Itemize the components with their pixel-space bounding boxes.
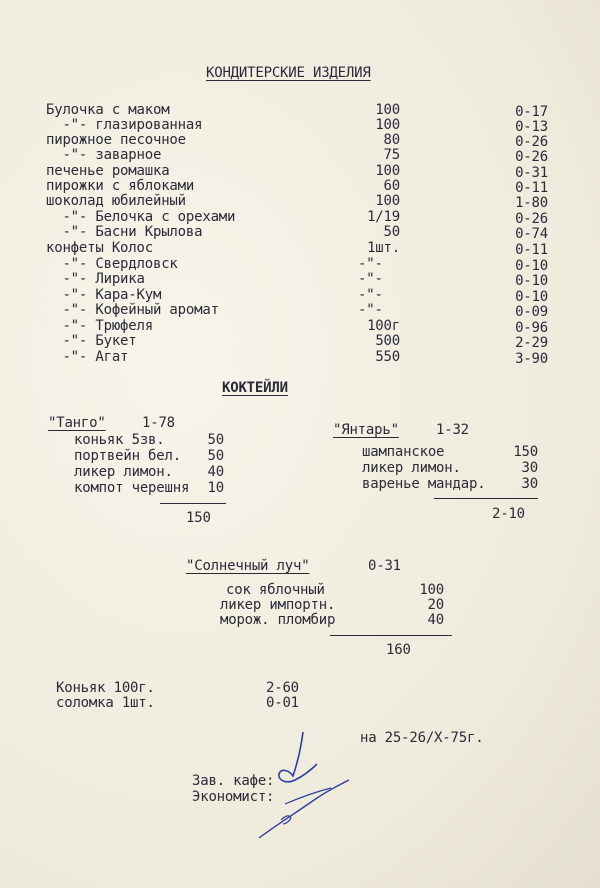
item-name: -"- Агат	[46, 349, 129, 365]
extra-name: Коньяк 100г.	[56, 680, 155, 696]
ingredient-name: портвейн бел.	[74, 448, 181, 464]
ingredient-qty: 30	[521, 460, 538, 476]
ingredient-qty: 50	[207, 448, 224, 464]
cocktail-total: 150	[186, 510, 211, 526]
cocktail-price: 1-78	[142, 415, 175, 431]
extra-price: 2-60	[266, 680, 299, 696]
item-price: 0-13	[515, 119, 548, 135]
cocktail-title: "Янтарь"	[333, 422, 399, 438]
item-price: 2-29	[515, 335, 548, 351]
ingredient-name: шампанское	[362, 444, 445, 460]
item-name: конфеты Колос	[46, 240, 153, 256]
item-qty: 50	[383, 224, 400, 240]
economist-label: Экономист:	[192, 789, 275, 805]
cocktail-price: 0-31	[368, 558, 401, 574]
ingredient-qty: 150	[513, 444, 538, 460]
item-price: 0-10	[515, 258, 548, 274]
item-price: 3-90	[515, 351, 548, 367]
item-name: -"- Трюфеля	[46, 318, 153, 334]
section-title-confectionery: КОНДИТЕРСКИЕ ИЗДЕЛИЯ	[206, 65, 371, 81]
ingredient-qty: 40	[207, 464, 224, 480]
item-price: 0-10	[515, 289, 548, 305]
item-qty: -"-	[358, 256, 383, 272]
item-qty: 80	[383, 132, 400, 148]
ingredient-qty: 40	[427, 612, 444, 628]
item-qty: -"-	[358, 271, 383, 287]
cocktail-total: 160	[386, 642, 411, 658]
item-qty: 1шт.	[367, 240, 400, 256]
item-name: -"- Букет	[46, 333, 137, 349]
cocktail-title: "Солнечный луч"	[186, 558, 310, 574]
sum-rule	[330, 635, 452, 636]
item-name: -"- Басни Крылова	[46, 224, 203, 240]
item-name: -"- Свердловск	[46, 256, 178, 272]
cocktail-total: 2-10	[492, 506, 525, 522]
item-price: 0-26	[515, 149, 548, 165]
item-price: 1-80	[515, 195, 548, 211]
item-qty: 550	[375, 349, 400, 365]
item-qty: -"-	[358, 302, 383, 318]
item-name: пирожное песочное	[46, 132, 186, 148]
item-name: -"- заварное	[46, 147, 162, 163]
cocktail-title: "Танго"	[48, 415, 106, 431]
item-qty: 100	[375, 117, 400, 133]
item-qty: 100г	[367, 318, 400, 334]
item-qty: -"-	[358, 287, 383, 303]
date-line: на 25-26/Х-75г.	[360, 730, 484, 746]
item-name: Булочка с маком	[46, 102, 170, 118]
item-name: -"- Белочка с орехами	[46, 209, 236, 225]
extra-name: соломка 1шт.	[56, 695, 155, 711]
item-name: печенье ромашка	[46, 163, 170, 179]
item-qty: 100	[375, 102, 400, 118]
item-price: 0-26	[515, 134, 548, 150]
ingredient-name: сок яблочный	[226, 582, 325, 598]
ingredient-name: коньяк 5зв.	[74, 432, 165, 448]
ingredient-qty: 100	[419, 582, 444, 598]
extra-price: 0-01	[266, 695, 299, 711]
item-price: 0-31	[515, 165, 548, 181]
ingredient-qty: 20	[427, 597, 444, 613]
ingredient-name: ликер лимон.	[362, 460, 461, 476]
item-qty: 60	[383, 178, 400, 194]
ingredient-name: ликер лимон.	[74, 464, 173, 480]
item-price: 0-11	[515, 180, 548, 196]
item-name: -"- Кара-Кум	[46, 287, 162, 303]
item-price: 0-17	[515, 104, 548, 120]
item-price: 0-26	[515, 211, 548, 227]
item-qty: 75	[383, 147, 400, 163]
manager-label: Зав. кафе:	[192, 773, 275, 789]
item-price: 0-74	[515, 226, 548, 242]
item-name: -"- Лирика	[46, 271, 145, 287]
cocktail-price: 1-32	[436, 422, 469, 438]
ingredient-name: морож. пломбир	[220, 612, 336, 628]
sum-rule	[160, 503, 226, 504]
ingredient-name: ликер импортн.	[220, 597, 336, 613]
ingredient-qty: 10	[207, 480, 224, 496]
item-qty: 500	[375, 333, 400, 349]
item-price: 0-11	[515, 242, 548, 258]
item-name: шоколад юбилейный	[46, 193, 186, 209]
item-qty: 100	[375, 193, 400, 209]
ingredient-qty: 50	[207, 432, 224, 448]
ingredient-qty: 30	[521, 476, 538, 492]
ingredient-name: варенье мандар.	[362, 476, 486, 492]
item-price: 0-10	[515, 273, 548, 289]
section-title-cocktails: КОКТЕЙЛИ	[222, 380, 288, 396]
item-price: 0-96	[515, 320, 548, 336]
item-price: 0-09	[515, 304, 548, 320]
item-name: -"- глазированная	[46, 117, 203, 133]
ingredient-name: компот черешня	[74, 480, 190, 496]
item-qty: 1/19	[367, 209, 400, 225]
sum-rule	[434, 498, 538, 499]
signature-mark	[245, 728, 355, 843]
item-qty: 100	[375, 163, 400, 179]
item-name: пирожки с яблоками	[46, 178, 195, 194]
item-name: -"- Кофейный аромат	[46, 302, 219, 318]
